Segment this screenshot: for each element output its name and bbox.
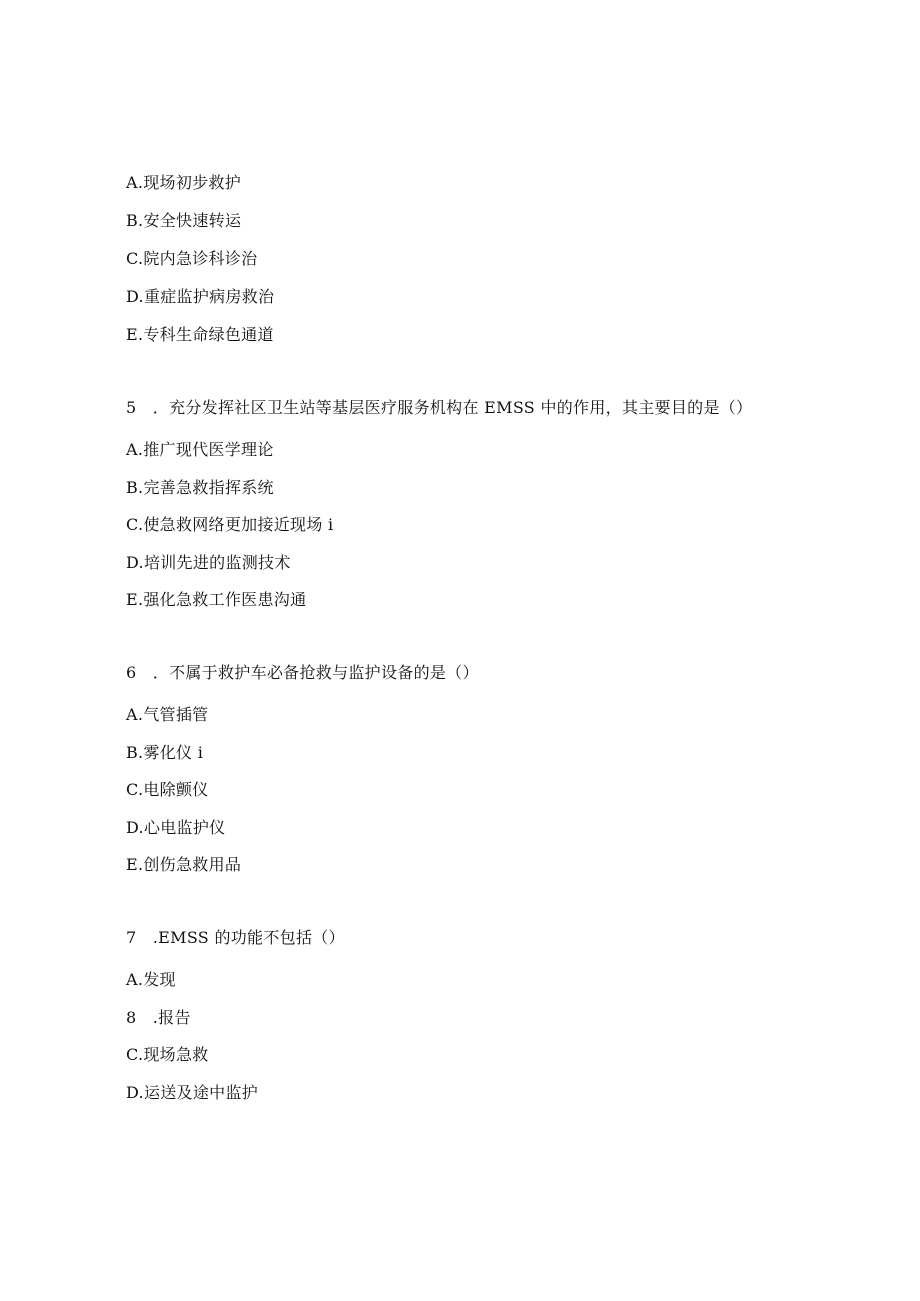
option-b: B.安全快速转运 — [126, 211, 242, 230]
option-c: C.现场急救 — [126, 1045, 209, 1064]
option-c: C.电除颤仪 — [126, 780, 209, 799]
option-a: A.气管插管 — [126, 705, 209, 724]
option-a: A.现场初步救护 — [126, 173, 242, 192]
question-6: 6 ．不属于救护车必备抢救与监护设备的是（） — [126, 663, 479, 682]
option-d: D.心电监护仪 — [126, 818, 226, 837]
option-d: D.运送及途中监护 — [126, 1083, 259, 1102]
option-b: 8 .报告 — [126, 1008, 191, 1027]
option-c: C.院内急诊科诊治 — [126, 249, 258, 268]
option-e: E.专科生命绿色通道 — [126, 325, 274, 344]
option-b: B.雾化仪 i — [126, 743, 204, 762]
option-d: D.重症监护病房救治 — [126, 287, 275, 306]
option-e: E.强化急救工作医患沟通 — [126, 590, 307, 609]
option-a: A.推广现代医学理论 — [126, 440, 274, 459]
option-d: D.培训先进的监测技术 — [126, 553, 291, 572]
question-7: 7 .EMSS 的功能不包括（） — [126, 928, 345, 947]
option-b: B.完善急救指挥系统 — [126, 478, 274, 497]
question-5: 5 ．充分发挥社区卫生站等基层医疗服务机构在 EMSS 中的作用，其主要目的是（） — [126, 398, 753, 417]
option-a: A.发现 — [126, 970, 176, 989]
option-e: E.创伤急救用品 — [126, 855, 242, 874]
option-c: C.使急救网络更加接近现场 i — [126, 515, 334, 534]
